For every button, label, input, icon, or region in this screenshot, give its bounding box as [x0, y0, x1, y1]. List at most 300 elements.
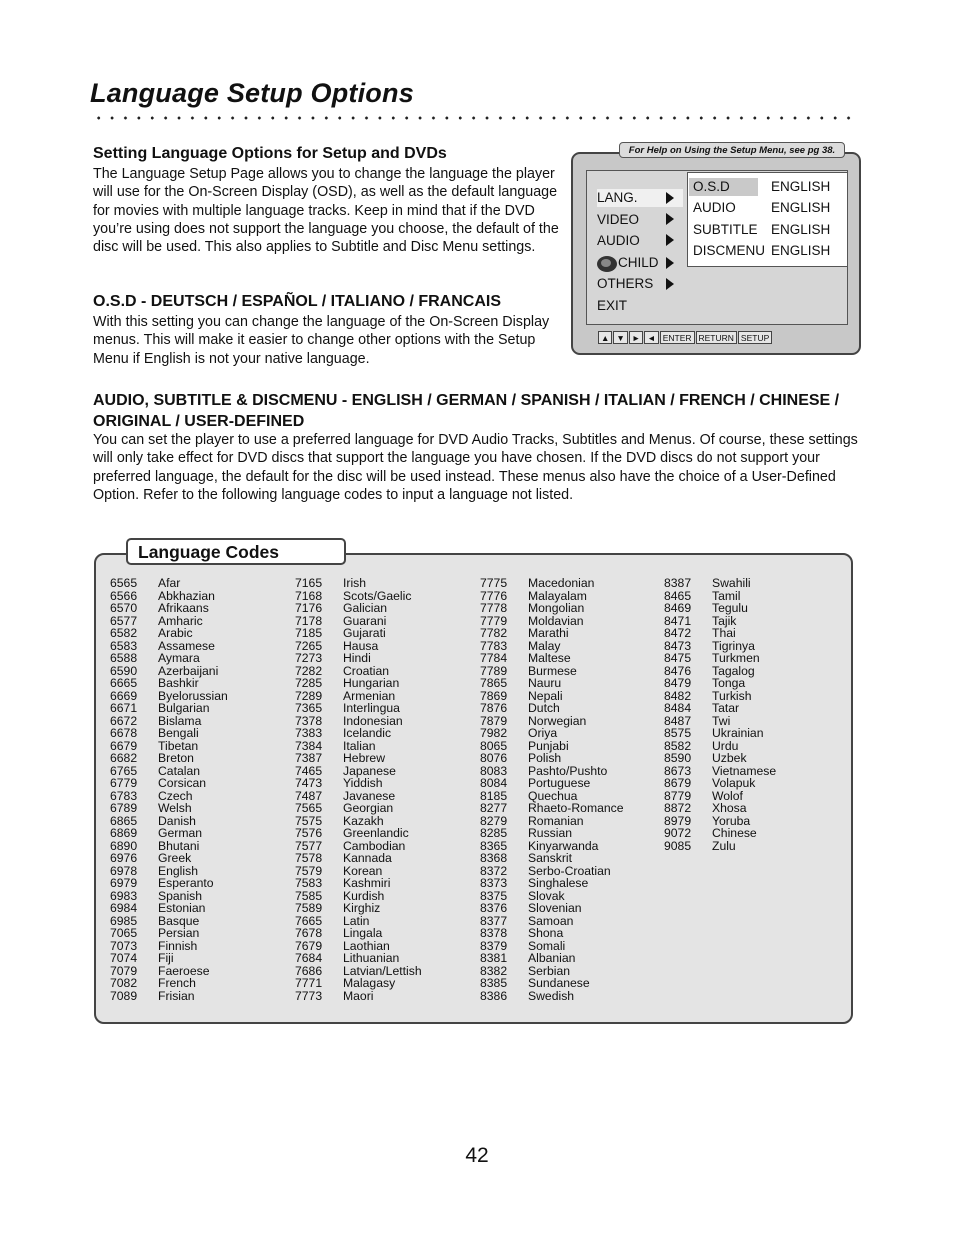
language-name: Lithuanian: [343, 951, 400, 965]
language-code: 8373: [480, 876, 508, 890]
language-name: Cambodian: [343, 838, 406, 853]
language-name: Pashto/Pushto: [528, 763, 608, 778]
language-name: Samoan: [528, 913, 574, 928]
language-code: 8679: [664, 776, 692, 790]
language-code: 7684: [295, 951, 323, 965]
language-code: 7583: [295, 876, 323, 890]
language-code: 7686: [295, 963, 323, 978]
language-code: 8185: [480, 788, 508, 803]
language-code-row: [664, 752, 776, 765]
language-code-row: [480, 577, 624, 590]
language-code-row: [295, 852, 422, 865]
language-code: 6985: [110, 913, 138, 928]
language-code-row: [110, 702, 228, 715]
language-code-row: [110, 852, 228, 865]
language-code: 7168: [295, 588, 323, 603]
language-name: Kurdish: [343, 888, 385, 903]
language-code: 7773: [295, 988, 323, 1003]
submenu-key-subtitle[interactable]: SUBTITLE: [693, 222, 758, 237]
language-code: 6765: [110, 763, 138, 778]
language-code: 8376: [480, 901, 508, 915]
language-code: 8076: [480, 751, 508, 765]
language-code: 9072: [664, 826, 692, 840]
submenu-value-osd: ENGLISH: [771, 179, 831, 194]
language-name: Tonga: [712, 676, 746, 690]
language-code: 7784: [480, 651, 508, 665]
language-name: Swedish: [528, 988, 575, 1003]
language-name: Maori: [343, 988, 374, 1003]
language-name: French: [158, 976, 196, 990]
language-name: Danish: [158, 813, 196, 828]
language-code-row: [295, 877, 422, 890]
submenu-key-discmenu[interactable]: DISCMENU: [693, 243, 766, 258]
language-name: Latin: [343, 913, 370, 928]
language-code-row: [295, 952, 422, 965]
language-code: 8465: [664, 588, 692, 603]
language-code: 8365: [480, 838, 508, 853]
language-code-row: [664, 577, 776, 590]
language-name: Marathi: [528, 626, 569, 640]
language-name: Byelorussian: [158, 688, 228, 703]
language-code-row: [664, 827, 776, 840]
language-code-row: [480, 727, 624, 740]
language-code: 6665: [110, 676, 138, 690]
language-name: Nauru: [528, 676, 562, 690]
language-code: 7578: [295, 851, 323, 865]
language-name: Kashmiri: [343, 876, 391, 890]
language-code-row: [295, 602, 422, 615]
language-name: Ukrainian: [712, 726, 764, 740]
language-code-row: [110, 902, 228, 915]
language-codes-column-3: [480, 577, 624, 1002]
language-code: 8471: [664, 613, 692, 628]
language-name: Faeroese: [158, 963, 210, 978]
language-name: Irish: [343, 576, 367, 590]
language-name: Maltese: [528, 651, 571, 665]
language-code: 7074: [110, 951, 138, 965]
language-name: Galician: [343, 601, 388, 615]
language-name: Twi: [712, 713, 731, 728]
language-name: Volapuk: [712, 776, 756, 790]
language-code: 7176: [295, 601, 323, 615]
language-name: Bashkir: [158, 676, 199, 690]
language-name: Norwegian: [528, 713, 587, 728]
language-code: 6671: [110, 701, 138, 715]
language-code-row: [480, 827, 624, 840]
language-code-row: [480, 702, 624, 715]
language-name: Japanese: [343, 763, 396, 778]
language-code-row: [295, 752, 422, 765]
language-name: Breton: [158, 751, 194, 765]
language-code-row: [110, 802, 228, 815]
language-code: 8472: [664, 626, 692, 640]
language-code: 8469: [664, 601, 692, 615]
language-code: 7185: [295, 626, 323, 640]
menu-item-label: EXIT: [597, 298, 628, 313]
language-name: Bislama: [158, 713, 202, 728]
language-name: Greek: [158, 851, 192, 865]
language-name: Estonian: [158, 901, 206, 915]
language-code: 7589: [295, 901, 323, 915]
language-name: Italian: [343, 738, 376, 753]
language-name: Indonesian: [343, 713, 403, 728]
menu-item-label: OTHERS: [597, 276, 654, 291]
return-key: RETURN: [696, 331, 737, 344]
language-code: 6669: [110, 688, 138, 703]
language-code: 6979: [110, 876, 138, 890]
language-name: Thai: [712, 626, 736, 640]
menu-item-label: CHILD: [618, 255, 659, 270]
language-code-row: [480, 990, 624, 1003]
language-name: Arabic: [158, 626, 193, 640]
language-code-row: [110, 990, 228, 1003]
language-name: Slovak: [528, 888, 565, 903]
language-codes-title: Language Codes: [126, 538, 346, 565]
language-code-row: [110, 727, 228, 740]
language-code: 7265: [295, 638, 323, 653]
submenu-key-osd[interactable]: O.S.D: [689, 178, 758, 196]
language-name: Swahili: [712, 576, 751, 590]
language-code-row: [295, 802, 422, 815]
language-code: 6570: [110, 601, 138, 615]
language-code: 8479: [664, 676, 692, 690]
language-code: 7576: [295, 826, 323, 840]
language-name: Scots/Gaelic: [343, 588, 412, 603]
language-code-row: [295, 702, 422, 715]
language-code: 6978: [110, 863, 138, 878]
menu-item-label: VIDEO: [597, 212, 640, 227]
language-code-row: [480, 777, 624, 790]
language-code-row: [295, 902, 422, 915]
language-code-row: [480, 652, 624, 665]
language-code: 7776: [480, 588, 508, 603]
language-name: Welsh: [158, 801, 192, 815]
language-code: 6983: [110, 888, 138, 903]
arrow-right-icon: [666, 213, 674, 225]
language-code: 8385: [480, 976, 508, 990]
language-code: 8375: [480, 888, 508, 903]
language-name: Amharic: [158, 613, 203, 628]
language-name: Kazakh: [343, 813, 384, 828]
language-code-row: [295, 577, 422, 590]
language-codes-column-2: [295, 577, 422, 1002]
language-code-row: [664, 840, 776, 853]
language-name: Turkmen: [712, 651, 760, 665]
remote-key-bar: [598, 330, 772, 344]
section-heading-setting-language: Setting Language Options for Setup and DVDs: [93, 145, 447, 162]
language-name: Georgian: [343, 801, 394, 815]
language-code: 8484: [664, 701, 692, 715]
language-codes-column-1: [110, 577, 228, 1002]
menu-item-label: LANG.: [597, 190, 638, 205]
language-name: Basque: [158, 913, 200, 928]
language-code-row: [480, 752, 624, 765]
language-code: 8372: [480, 863, 508, 878]
language-name: Uzbek: [712, 751, 747, 765]
language-code: 8476: [664, 663, 692, 678]
language-code: 7665: [295, 913, 323, 928]
language-name: Hindi: [343, 651, 371, 665]
language-name: Shona: [528, 926, 564, 940]
language-code: 7577: [295, 838, 323, 853]
language-name: Hungarian: [343, 676, 400, 690]
submenu-value-audio: ENGLISH: [771, 200, 831, 215]
language-code: 8084: [480, 776, 508, 790]
language-name: Polish: [528, 751, 562, 765]
language-code-row: [110, 627, 228, 640]
language-name: Vietnamese: [712, 763, 777, 778]
language-name: Abkhazian: [158, 588, 215, 603]
language-code-row: [110, 952, 228, 965]
language-name: Mongolian: [528, 601, 585, 615]
section-heading-audio-subtitle-discmenu: AUDIO, SUBTITLE & DISCMENU - ENGLISH / GERMAN / SPANISH / ITALIAN / FRENCH / CHINESE / ORIGINAL / USER-DEFINED: [93, 392, 840, 430]
language-name: Serbian: [528, 963, 571, 978]
language-code: 7879: [480, 713, 508, 728]
language-code: 8590: [664, 751, 692, 765]
language-code: 9085: [664, 838, 692, 853]
language-name: Punjabi: [528, 738, 569, 753]
language-code-row: [480, 902, 624, 915]
language-name: Somali: [528, 938, 566, 953]
language-code-row: [110, 977, 228, 990]
language-name: Quechua: [528, 788, 578, 803]
left-key-icon: ◄: [644, 331, 658, 344]
menu-item-label: AUDIO: [597, 233, 640, 248]
language-name: Tatar: [712, 701, 740, 715]
language-code: 8382: [480, 963, 508, 978]
language-code: 7565: [295, 801, 323, 815]
language-code-row: [110, 677, 228, 690]
setup-menu-help-note: For Help on Using the Setup Menu, see pg 38.: [619, 142, 845, 158]
language-code: 7876: [480, 701, 508, 715]
language-code: 7165: [295, 576, 323, 590]
language-code: 7783: [480, 638, 508, 653]
language-code: 6976: [110, 851, 138, 865]
page-title: Language Setup Options: [90, 78, 414, 108]
language-name: Croatian: [343, 663, 390, 678]
language-name: Armenian: [343, 688, 396, 703]
page-number: 42: [465, 1144, 489, 1167]
language-name: Nepali: [528, 688, 563, 703]
language-name: Chinese: [712, 826, 757, 840]
language-code-row: [480, 927, 624, 940]
language-code-row: [664, 602, 776, 615]
language-name: Esperanto: [158, 876, 214, 890]
language-code: 6783: [110, 788, 138, 803]
language-name: Afar: [158, 576, 181, 590]
language-code: 6679: [110, 738, 138, 753]
language-name: Guarani: [343, 613, 387, 628]
submenu-value-subtitle: ENGLISH: [771, 222, 831, 237]
language-code: 7079: [110, 963, 138, 978]
language-code: 7384: [295, 738, 323, 753]
language-name: Malay: [528, 638, 561, 653]
language-code: 7869: [480, 688, 508, 703]
language-code: 7982: [480, 726, 508, 740]
language-code: 6672: [110, 713, 138, 728]
language-name: Albanian: [528, 951, 576, 965]
language-name: Singhalese: [528, 876, 589, 890]
language-code-row: [295, 677, 422, 690]
language-name: Yoruba: [712, 813, 751, 828]
language-name: Persian: [158, 926, 200, 940]
language-code: 7789: [480, 663, 508, 678]
language-code-row: [480, 952, 624, 965]
right-key-icon: ►: [629, 331, 643, 344]
language-code: 7775: [480, 576, 508, 590]
language-code: 6789: [110, 801, 138, 815]
language-code-row: [480, 627, 624, 640]
section-text-osd: With this setting you can change the language of the On-Screen Display menus. This will make it easier to change other options with the Setup Menu if English is not your native language.: [93, 314, 550, 367]
language-code: 8979: [664, 813, 692, 828]
language-code-row: [110, 927, 228, 940]
language-code: 8673: [664, 763, 692, 778]
language-code-row: [480, 877, 624, 890]
language-name: Kinyarwanda: [528, 838, 599, 853]
language-name: Dutch: [528, 701, 560, 715]
language-name: Bengali: [158, 726, 199, 740]
language-code: 7289: [295, 688, 323, 703]
language-codes-column-4: [664, 577, 776, 852]
language-code: 7579: [295, 863, 323, 878]
language-code-row: [110, 877, 228, 890]
language-name: Tagalog: [712, 663, 755, 678]
language-name: Korean: [343, 863, 383, 878]
language-name: Serbo-Croatian: [528, 863, 611, 878]
menu-item-child[interactable]: [618, 254, 666, 272]
language-name: Latvian/Lettish: [343, 963, 422, 978]
arrow-right-icon: [666, 192, 674, 204]
language-code: 7473: [295, 776, 323, 790]
submenu-key-audio[interactable]: AUDIO: [693, 200, 736, 215]
language-name: Spanish: [158, 888, 203, 903]
language-name: Assamese: [158, 638, 215, 653]
language-code-row: [110, 752, 228, 765]
language-code-row: [295, 977, 422, 990]
language-code: 8779: [664, 788, 692, 803]
language-code: 6577: [110, 613, 138, 628]
language-name: Kannada: [343, 851, 392, 865]
language-name: Tegulu: [712, 601, 748, 615]
language-code-row: [664, 702, 776, 715]
language-code-row: [295, 627, 422, 640]
language-code: 6678: [110, 726, 138, 740]
language-code-row: [110, 602, 228, 615]
language-code: 7771: [295, 976, 323, 990]
language-name: Tigrinya: [712, 638, 755, 653]
language-code: 7865: [480, 676, 508, 690]
language-code: 6590: [110, 663, 138, 678]
language-code: 6583: [110, 638, 138, 653]
language-code: 6582: [110, 626, 138, 640]
language-code: 7585: [295, 888, 323, 903]
language-code: 8285: [480, 826, 508, 840]
language-code: 6984: [110, 901, 138, 915]
language-name: Kirghiz: [343, 901, 381, 915]
language-code: 7365: [295, 701, 323, 715]
language-code: 7383: [295, 726, 323, 740]
language-code: 7082: [110, 976, 138, 990]
language-name: Moldavian: [528, 613, 584, 628]
language-code: 7782: [480, 626, 508, 640]
section-text-audio-subtitle-discmenu: You can set the player to use a preferred language for DVD Audio Tracks, Subtitles and Menus. Of course, these settings will only take effect for DVD discs that support the language you have chosen. If the DVD discs do not support your preferred language, the default for the disc will be used instead. These menus also have the choice of a User-Defined Option. Refer to the following language codes to input a language not listed.: [93, 432, 858, 503]
child-lock-icon: [597, 256, 617, 272]
language-name: Xhosa: [712, 801, 747, 815]
up-key-icon: ▲: [598, 331, 612, 344]
language-code: 7178: [295, 613, 323, 628]
language-code-row: [110, 652, 228, 665]
language-code: 6566: [110, 588, 138, 603]
language-name: Oriya: [528, 726, 558, 740]
language-name: Rhaeto-Romance: [528, 801, 624, 815]
language-name: Macedonian: [528, 576, 595, 590]
language-code-row: [295, 777, 422, 790]
language-name: Corsican: [158, 776, 207, 790]
language-code: 7679: [295, 938, 323, 953]
setup-key: SETUP: [738, 331, 772, 344]
language-name: Hausa: [343, 638, 379, 653]
language-code: 6779: [110, 776, 138, 790]
language-code: 7065: [110, 926, 138, 940]
language-code: 6682: [110, 751, 138, 765]
language-code: 8368: [480, 851, 508, 865]
language-code: 8482: [664, 688, 692, 703]
language-name: Tibetan: [158, 738, 199, 753]
arrow-right-icon: [666, 234, 674, 246]
language-code: 6565: [110, 576, 138, 590]
language-code-row: [295, 990, 422, 1003]
language-code: 6865: [110, 813, 138, 828]
language-code-row: [480, 802, 624, 815]
menu-item-exit[interactable]: [597, 297, 683, 315]
language-code: 8277: [480, 801, 508, 815]
language-code-row: [480, 852, 624, 865]
language-name: Sundanese: [528, 976, 590, 990]
language-name: Afrikaans: [158, 601, 209, 615]
language-name: Yiddish: [343, 776, 383, 790]
language-name: Javanese: [343, 788, 396, 803]
submenu-value-discmenu: ENGLISH: [771, 243, 831, 258]
language-code: 8279: [480, 813, 508, 828]
language-code-row: [664, 727, 776, 740]
language-code: 8379: [480, 938, 508, 953]
enter-key: ENTER: [660, 331, 695, 344]
language-code: 6890: [110, 838, 138, 853]
language-code: 6588: [110, 651, 138, 665]
language-code-row: [295, 727, 422, 740]
language-name: Tamil: [712, 588, 741, 603]
arrow-right-icon: [666, 257, 674, 269]
language-name: Azerbaijani: [158, 663, 219, 678]
language-code: 7465: [295, 763, 323, 778]
language-code-row: [295, 927, 422, 940]
arrow-right-icon: [666, 278, 674, 290]
language-code-row: [295, 652, 422, 665]
language-name: Catalan: [158, 763, 201, 778]
down-key-icon: ▼: [613, 331, 627, 344]
language-name: Malayalam: [528, 588, 587, 603]
language-name: Bulgarian: [158, 701, 210, 715]
language-code-row: [480, 977, 624, 990]
language-name: Sanskrit: [528, 851, 573, 865]
language-name: Urdu: [712, 738, 739, 753]
language-name: Portuguese: [528, 776, 591, 790]
language-name: Finnish: [158, 938, 198, 953]
language-name: Czech: [158, 788, 193, 803]
language-code: 8377: [480, 913, 508, 928]
language-code-row: [664, 652, 776, 665]
language-name: Gujarati: [343, 626, 386, 640]
